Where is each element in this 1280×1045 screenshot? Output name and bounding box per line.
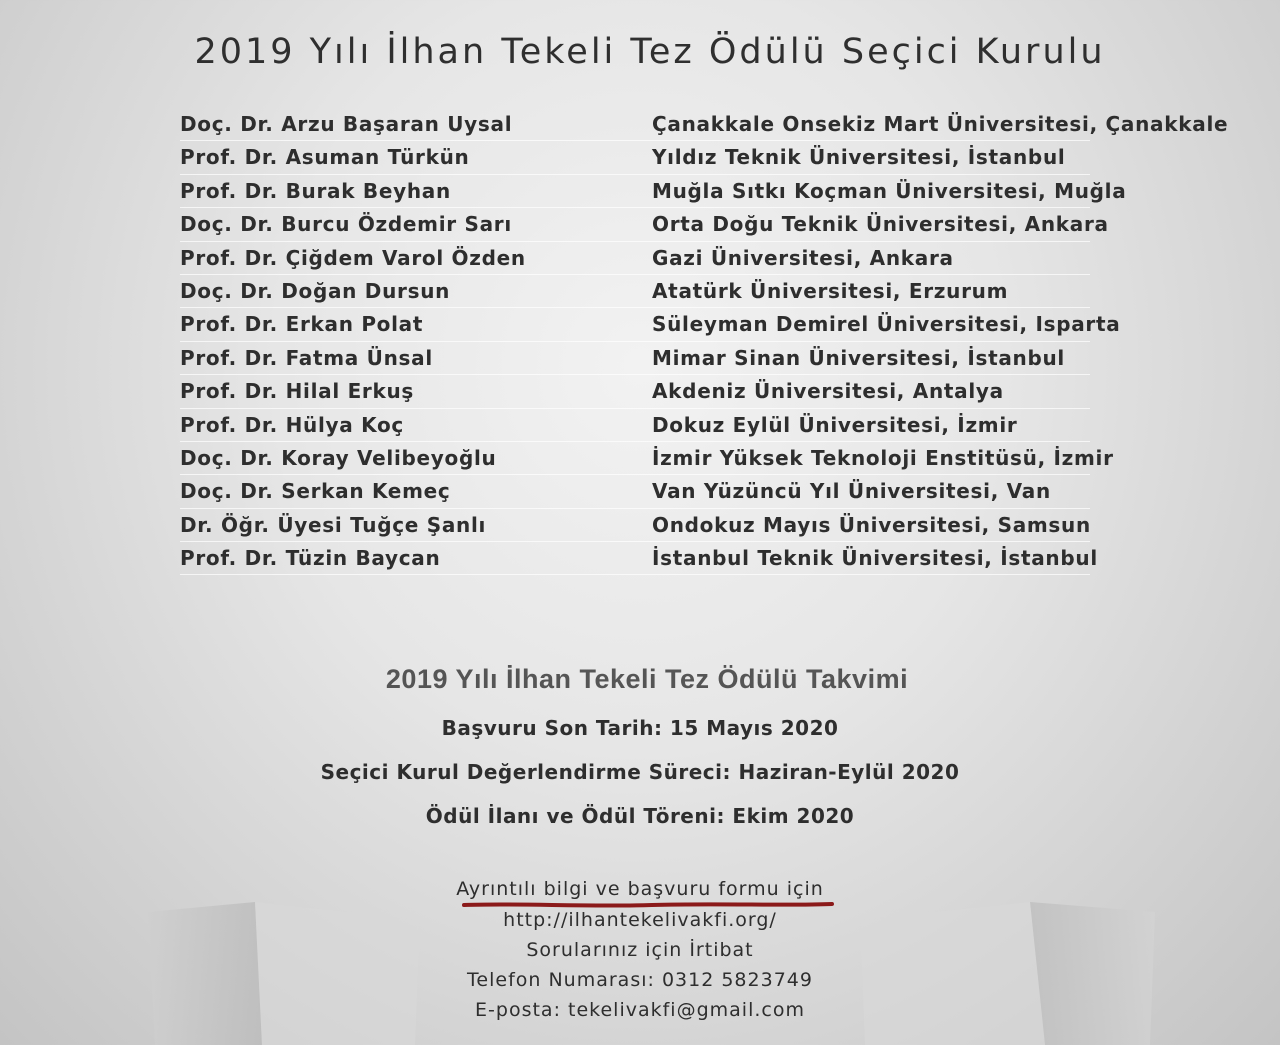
page-title: 2019 Yılı İlhan Tekeli Tez Ödülü Seçici Kurulu	[194, 32, 1106, 72]
member-name: Doç. Dr. Serkan Kemeç	[180, 479, 451, 504]
member-institution: Dokuz Eylül Üniversitesi, İzmir	[652, 412, 1018, 437]
member-institution: Van Yüzüncü Yıl Üniversitesi, Van	[652, 479, 1051, 504]
list-item	[180, 375, 1180, 408]
list-item	[180, 509, 1180, 542]
member-name: Prof. Dr. Tüzin Baycan	[180, 546, 441, 571]
member-name: Dr. Öğr. Üyesi Tuğçe Şanlı	[180, 512, 487, 537]
calendar-evaluation: Seçici Kurul Değerlendirme Süreci: Haziran-Eylül 2020	[320, 760, 960, 784]
member-name: Doç. Dr. Doğan Dursun	[180, 278, 451, 303]
list-item	[180, 342, 1180, 375]
list-item	[180, 542, 1180, 575]
member-name: Prof. Dr. Hilal Erkuş	[180, 379, 415, 404]
member-institution: İzmir Yüksek Teknoloji Enstitüsü, İzmir	[652, 445, 1114, 470]
list-item	[180, 442, 1180, 475]
member-institution: Gazi Üniversitesi, Ankara	[652, 245, 954, 270]
member-name: Prof. Dr. Hülya Koç	[180, 412, 404, 437]
member-institution: Atatürk Üniversitesi, Erzurum	[652, 278, 1009, 303]
list-item	[180, 175, 1180, 208]
member-name: Prof. Dr. Asuman Türkün	[180, 145, 470, 170]
email-address[interactable]: E-posta: tekelivakfi@gmail.com	[475, 999, 805, 1021]
list-item	[180, 475, 1180, 508]
list-item	[180, 409, 1180, 442]
member-institution: Akdeniz Üniversitesi, Antalya	[652, 379, 1004, 404]
member-institution: Çanakkale Onsekiz Mart Üniversitesi, Çanakkale	[652, 112, 1229, 136]
member-name: Doç. Dr. Koray Velibeyoğlu	[180, 445, 497, 470]
member-institution: İstanbul Teknik Üniversitesi, İstanbul	[652, 546, 1098, 571]
brush-underline-decoration	[462, 901, 834, 909]
member-name: Prof. Dr. Burak Beyhan	[180, 178, 451, 203]
list-item	[180, 208, 1180, 241]
list-item	[180, 242, 1180, 275]
member-institution: Süleyman Demirel Üniversitesi, Isparta	[652, 312, 1121, 337]
member-name: Prof. Dr. Çiğdem Varol Özden	[180, 245, 526, 270]
member-institution: Ondokuz Mayıs Üniversitesi, Samsun	[652, 512, 1091, 537]
calendar-ceremony: Ödül İlanı ve Ödül Töreni: Ekim 2020	[425, 804, 855, 828]
member-name: Prof. Dr. Fatma Ünsal	[180, 345, 433, 370]
member-name: Doç. Dr. Burcu Özdemir Sarı	[180, 212, 512, 237]
member-institution: Yıldız Teknik Üniversitesi, İstanbul	[652, 145, 1066, 170]
member-name: Doç. Dr. Arzu Başaran Uysal	[180, 112, 513, 136]
committee-list	[180, 108, 1229, 575]
contact-label: Sorularınız için İrtibat	[526, 939, 754, 961]
member-name: Prof. Dr. Erkan Polat	[180, 312, 424, 337]
calendar-deadline: Başvuru Son Tarih: 15 Mayıs 2020	[441, 716, 839, 740]
details-label: Ayrıntılı bilgi ve başvuru formu için	[456, 878, 824, 900]
calendar-title: 2019 Yılı İlhan Tekeli Tez Ödülü Takvimi	[385, 664, 909, 694]
member-institution: Mimar Sinan Üniversitesi, İstanbul	[652, 345, 1065, 370]
list-item	[180, 108, 1229, 141]
member-institution: Muğla Sıtkı Koçman Üniversitesi, Muğla	[652, 178, 1127, 203]
website-link[interactable]: http://ilhantekelivakfi.org/	[503, 909, 777, 931]
member-institution: Orta Doğu Teknik Üniversitesi, Ankara	[652, 212, 1109, 237]
list-item	[180, 308, 1180, 341]
list-item	[180, 141, 1180, 174]
list-item	[180, 275, 1180, 308]
phone-number: Telefon Numarası: 0312 5823749	[467, 969, 813, 991]
